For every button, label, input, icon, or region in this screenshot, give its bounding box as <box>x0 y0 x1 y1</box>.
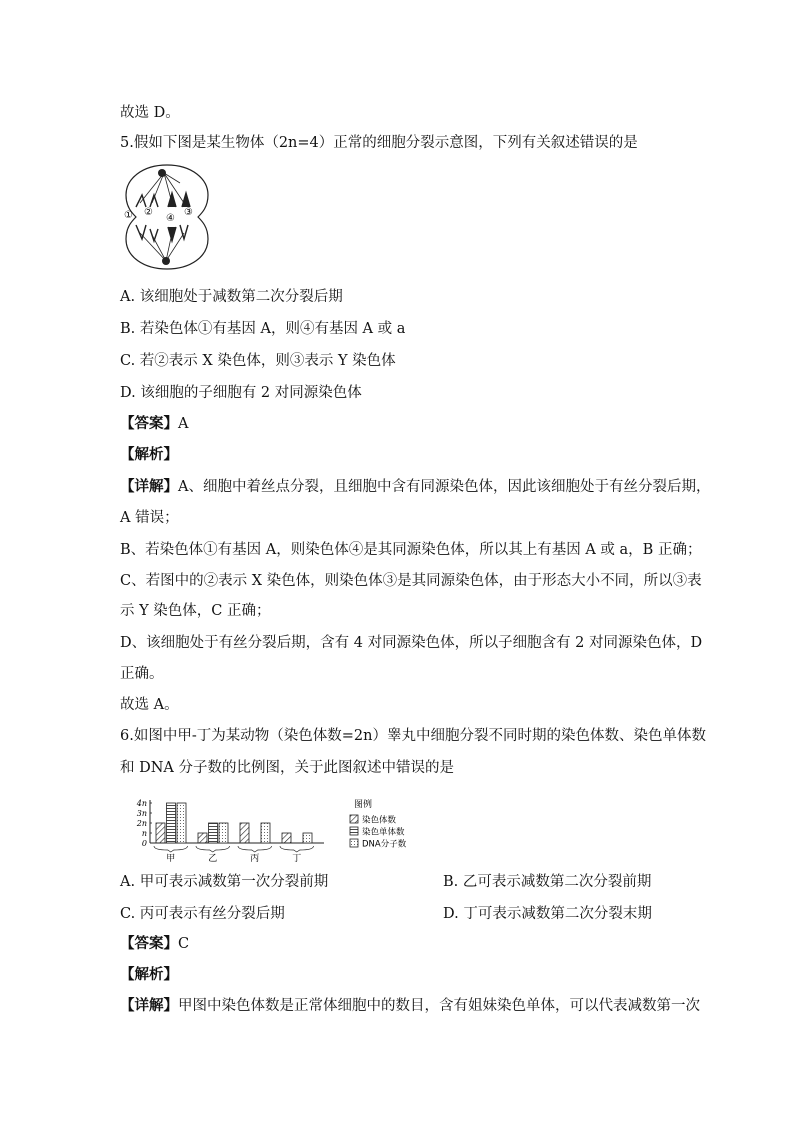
q6-detail-line-1: 【详解】甲图中染色体数是正常体细胞中的数目，含有姐妹染色单体，可以代表减数第一次 <box>120 997 700 1014</box>
category-label: 甲 <box>166 854 176 863</box>
bar-乙-DNA分子数 <box>219 823 228 843</box>
ratio-bar-chart <box>128 795 428 863</box>
category-label: 丁 <box>292 854 302 863</box>
chart-legend <box>350 798 407 850</box>
y-tick-label: 0 <box>141 839 147 848</box>
detail-tag: 【详解】 <box>120 478 178 495</box>
category-label: 丙 <box>250 854 260 863</box>
legend-label: 染色体数 <box>362 815 397 826</box>
bottom-centriole <box>162 257 170 265</box>
q5-detail-line-3: B、若染色体①有基因 A，则染色体④是其同源染色体，所以其上有基因 A 或 a，B 正确； <box>120 542 702 558</box>
top-spindle <box>140 173 184 203</box>
y-tick-label: n <box>141 829 147 838</box>
q6-option-a: A. 甲可表示减数第一次分裂前期 <box>120 874 329 890</box>
q5-answer <box>120 414 188 434</box>
q5-detail-line-4: C、若图中的②表示 X 染色体，则染色体③是其同源染色体，由于形态大小不同，所以③表 <box>120 573 702 589</box>
bar-丁-染色体数 <box>282 833 291 843</box>
q5-detail-line-6: D、该细胞处于有丝分裂后期，含有 4 对同源染色体，所以子细胞含有 2 对同源染色体，D <box>120 635 703 651</box>
q5-analysis-tag: 【解析】 <box>120 446 178 463</box>
previous-choice: 故选 D。 <box>120 105 180 121</box>
answer-value: C <box>178 936 190 952</box>
detail-tag: 【详解】 <box>120 997 178 1014</box>
q6-answer <box>120 934 189 954</box>
y-tick-label: 2n <box>136 819 147 828</box>
cell-division-figure <box>122 161 212 273</box>
q6-stem-line-2: 和 DNA 分子数的比例图，关于此图叙述中错误的是 <box>120 760 455 776</box>
chromosome-label-1: ① <box>124 210 133 221</box>
chart-axes <box>150 800 324 852</box>
q5-detail-line-1: 【详解】A、细胞中着丝点分裂，且细胞中含有同源染色体，因此该细胞处于有丝分裂后期， <box>120 478 711 495</box>
legend-swatch <box>350 827 358 835</box>
chromosome-label-2: ② <box>144 207 153 218</box>
q5-option-d: D. 该细胞的子细胞有 2 对同源染色体 <box>120 385 362 401</box>
bar-丙-染色体数 <box>240 823 249 843</box>
legend-title: 图例 <box>354 800 373 810</box>
q6-analysis-tag: 【解析】 <box>120 966 178 983</box>
q6-stem-line-1: 6.如图中甲-丁为某动物（染色体数=2n）睾丸中细胞分裂不同时期的染色体数、染色单体数 <box>120 728 706 744</box>
bar-甲-DNA分子数 <box>177 803 186 843</box>
top-centriole <box>158 169 166 177</box>
bar-乙-染色体数 <box>198 833 207 843</box>
legend-label: DNA分子数 <box>362 839 407 850</box>
answer-tag: 【答案】 <box>120 415 178 432</box>
group-bracket <box>154 846 188 852</box>
legend-label: 染色单体数 <box>362 827 405 838</box>
chromosome-label-4: ④ <box>166 213 175 224</box>
q6-option-d: D. 丁可表示减数第二次分裂末期 <box>443 906 652 922</box>
q5-choice: 故选 A。 <box>120 697 179 713</box>
q5-option-b: B. 若染色体①有基因 A，则④有基因 A 或 a <box>120 321 406 337</box>
group-bracket <box>238 846 272 852</box>
bar-丁-DNA分子数 <box>303 833 312 843</box>
q5-detail-line-7: 正确。 <box>120 666 164 682</box>
bar-甲-染色单体数 <box>167 803 176 843</box>
y-tick-label: 4n <box>136 799 147 808</box>
q5-detail-line-2: A 错误； <box>120 510 179 526</box>
answer-value: A <box>178 416 189 432</box>
y-tick-label: 3n <box>136 809 147 818</box>
category-label: 乙 <box>208 854 218 863</box>
q5-stem: 5.假如下图是某生物体（2n=4）正常的细胞分裂示意图，下列有关叙述错误的是 <box>120 135 638 151</box>
bar-丙-DNA分子数 <box>261 823 270 843</box>
legend-swatch <box>350 839 358 847</box>
q5-detail-line-5: 示 Y 染色体，C 正确； <box>120 603 271 619</box>
q6-option-b: B. 乙可表示减数第二次分裂前期 <box>443 874 652 890</box>
legend-swatch <box>350 815 358 823</box>
bottom-spindle <box>140 233 184 261</box>
chart-bars <box>156 803 312 843</box>
group-bracket <box>196 846 230 852</box>
q5-option-c: C. 若②表示 X 染色体，则③表示 Y 染色体 <box>120 353 396 369</box>
group-bracket <box>280 846 314 852</box>
bar-乙-染色单体数 <box>209 823 218 843</box>
bar-甲-染色体数 <box>156 823 165 843</box>
chromosome-label-3: ③ <box>184 207 193 218</box>
answer-tag: 【答案】 <box>120 935 178 952</box>
q5-option-a: A. 该细胞处于减数第二次分裂后期 <box>120 289 343 305</box>
q6-option-c: C. 丙可表示有丝分裂后期 <box>120 906 285 922</box>
